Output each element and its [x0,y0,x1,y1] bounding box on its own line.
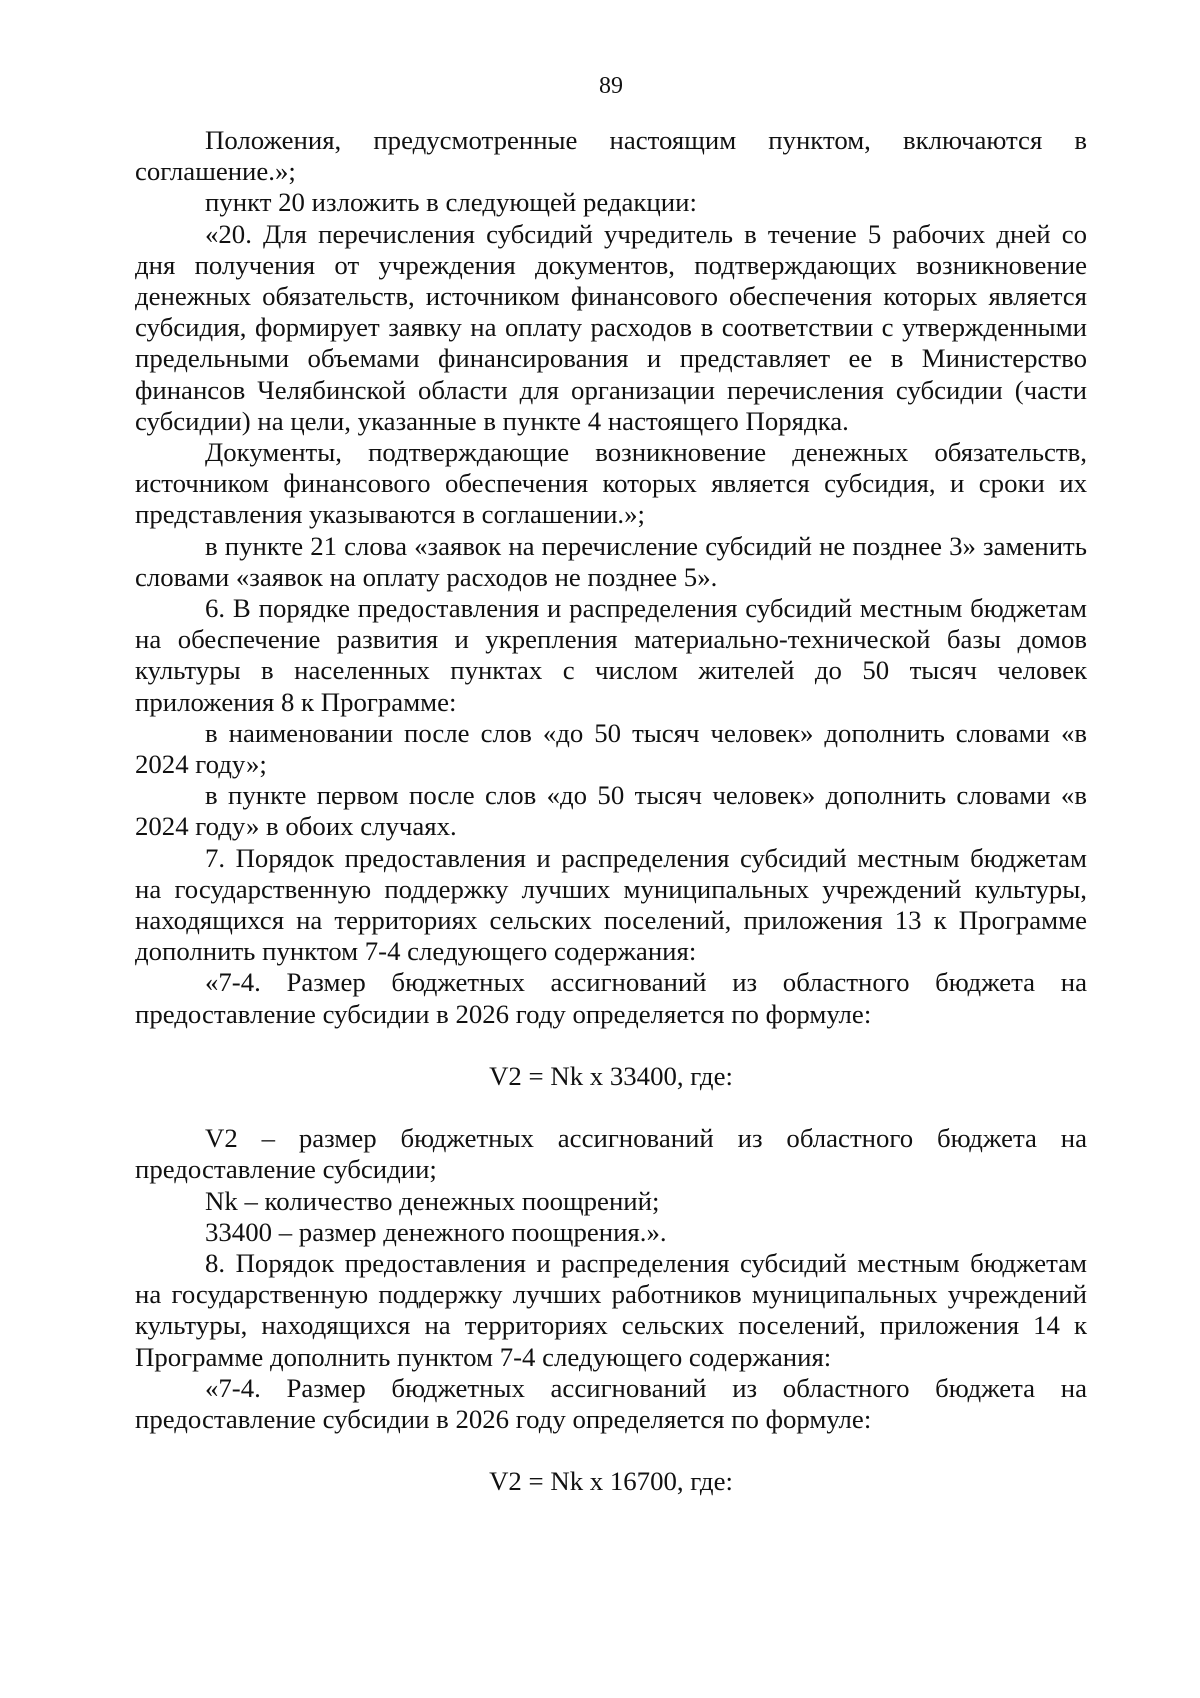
paragraph-item-6-point-one: в пункте первом после слов «до 50 тысяч человек» дополнить словами «в 2024 году» в обоих случаях. [135,780,1087,842]
paragraph-v2-definition: V2 – размер бюджетных ассигнований из областного бюджета на предоставление субсидии; [135,1123,1087,1185]
paragraph-item-8: 8. Порядок предоставления и распределения субсидий местным бюджетам на государственную поддержку лучших работников муниципальных учреждений культуры, находящихся на территориях сельских поселений, приложения 14 к Программе дополнить пунктом 7-4 следующего содержания: [135,1247,1087,1372]
paragraph-point-21: в пункте 21 слова «заявок на перечисление субсидий не позднее 3» заменить словами «заявок на оплату расходов не позднее 5». [135,530,1087,592]
paragraph-item-7-4-second: «7-4. Размер бюджетных ассигнований из областного бюджета на предоставление субсидии в 2026 году определяется по формуле: [135,1372,1087,1434]
document-page [135,72,1087,1528]
paragraph-documents: Документы, подтверждающие возникновение денежных обязательств, источником финансового обеспечения которых является субсидия, и сроки их представления указываются в соглашении.»; [135,437,1087,530]
paragraph-nk-definition: Nk – количество денежных поощрений; [205,1185,660,1216]
paragraph-item-7: 7. Порядок предоставления и распределения субсидий местным бюджетам на государственную поддержку лучших муниципальных учреждений культуры, находящихся на территориях сельских поселений, приложения 13 к Программе дополнить пунктом 7-4 следующего содержания: [135,842,1087,967]
paragraph-item-6-name: в наименовании после слов «до 50 тысяч человек» дополнить словами «в 2024 году»; [135,717,1087,780]
formula-first: V2 = Nk x 33400, где: [489,1060,733,1091]
paragraph-point-20-intro: пункт 20 изложить в следующей редакции: [205,187,697,218]
page-number: 89 [599,73,623,99]
paragraph-33400-definition: 33400 – размер денежного поощрения.». [205,1216,667,1247]
formula-second: V2 = Nk x 16700, где: [489,1466,733,1497]
paragraph-item-6: 6. В порядке предоставления и распределения субсидий местным бюджетам на обеспечение развития и укрепления материально-технической базы домов культуры в населенных пунктах с числом жителей до 50 тысяч человек приложения 8 к Программе: [135,593,1087,717]
paragraph-provisions-included: Положения, предусмотренные настоящим пунктом, включаются в соглашение.»; [135,125,1087,187]
paragraph-point-20-text: «20. Для перечисления субсидий учредитель в течение 5 рабочих дней со дня получения от учреждения документов, подтверждающих возникновение денежных обязательств, источником финансового обеспечения которых является субсидия, формирует заявку на оплату расходов в соответствии с утвержденными предельными объемами финансирования и представляет ее в Министерство финансов Челябинской области для организации перечисления субсидии (части субсидии) на цели, указанные в пункте 4 настоящего Порядка. [135,218,1087,436]
paragraph-item-7-4-first: «7-4. Размер бюджетных ассигнований из областного бюджета на предоставление субсидии в 2026 году определяется по формуле: [135,967,1087,1029]
